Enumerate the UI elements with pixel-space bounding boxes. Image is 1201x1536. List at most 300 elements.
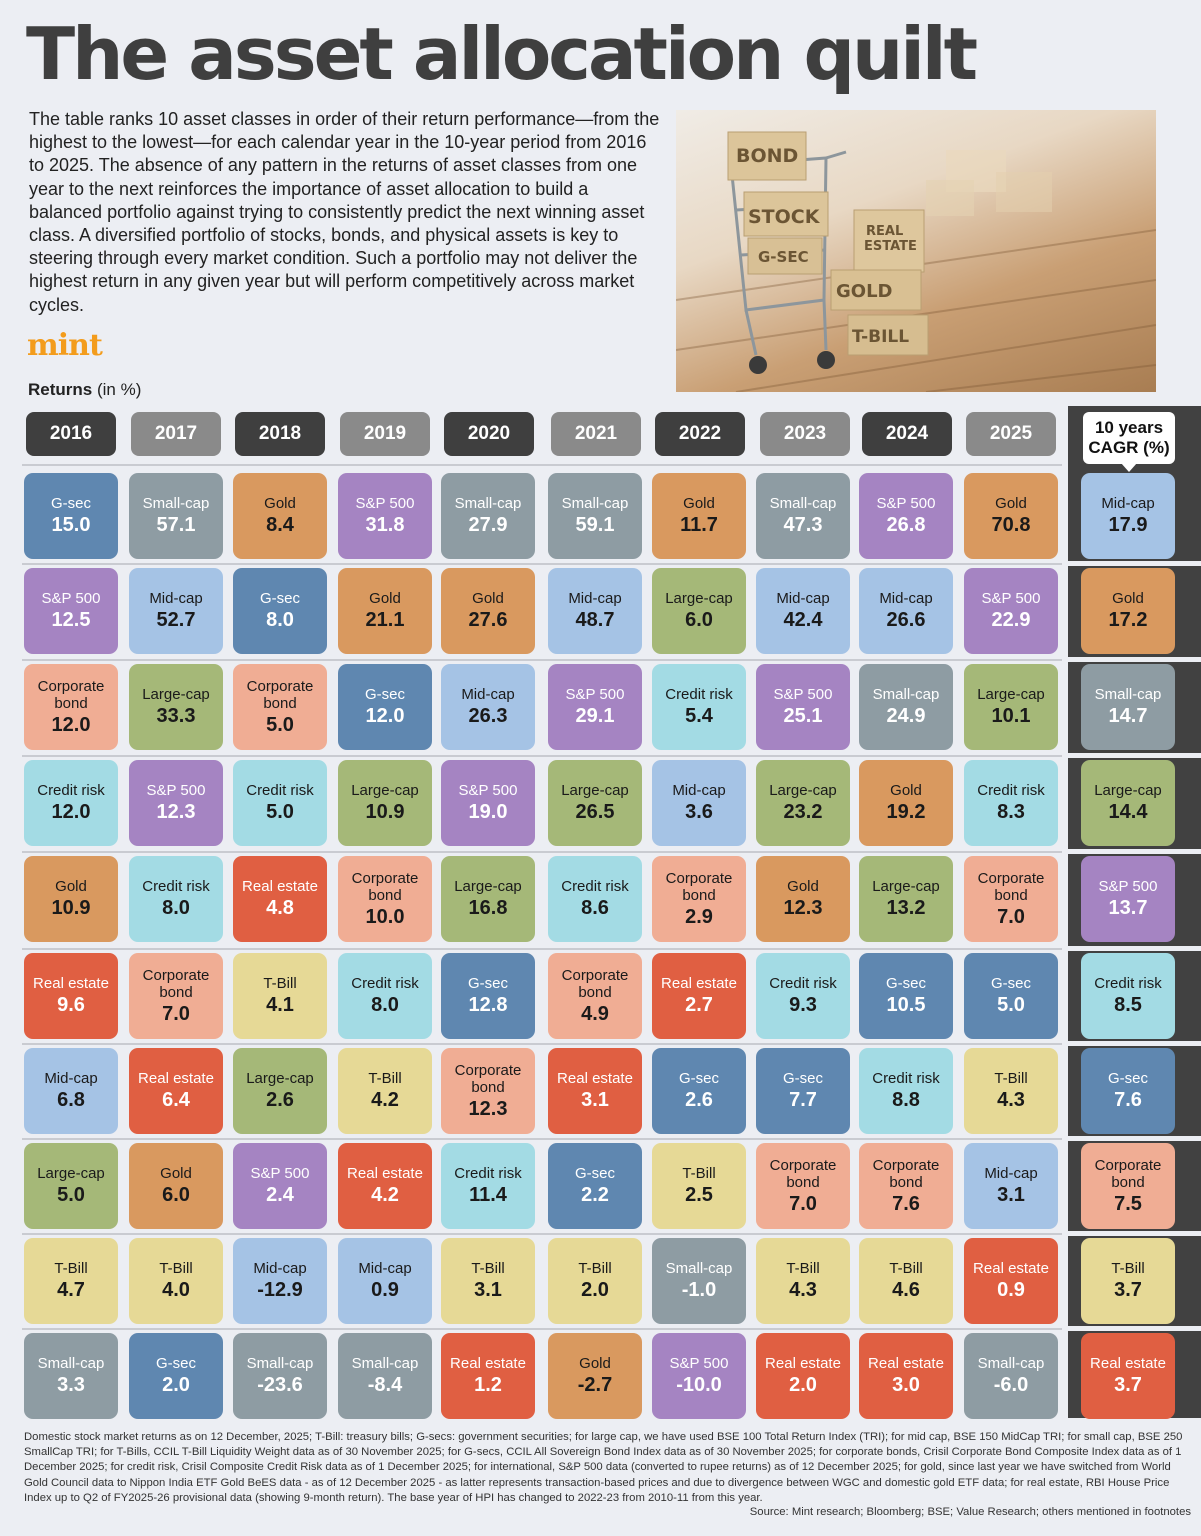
row-divider [22,851,1062,853]
return-value: 2.6 [685,1089,713,1111]
year-header-row [0,408,1201,468]
return-value: -12.9 [257,1279,303,1301]
return-value: 7.0 [162,1002,190,1025]
asset-label: Real estate [557,1070,633,1087]
cagr-row-separator [1068,561,1201,566]
quilt-cell [756,953,850,1039]
return-value: 10.5 [886,994,926,1016]
quilt-cell [964,473,1058,559]
asset-label: Corporate bond [351,869,419,904]
return-value: 17.2 [1108,609,1148,631]
asset-label: Real estate [347,1165,423,1182]
asset-label: T-Bill [368,1070,402,1087]
quilt-cell [859,664,953,750]
asset-label: Real estate [33,975,109,992]
quilt-cell [129,1333,223,1419]
quilt-cell [756,473,850,559]
quilt-cell [24,953,118,1039]
year-header: 2022 [655,412,745,456]
return-value: 24.9 [886,705,926,727]
return-value: 26.8 [886,514,926,536]
asset-label: Real estate [1090,1355,1166,1372]
quilt-cell [233,1143,327,1229]
return-value: 0.9 [997,1279,1025,1301]
quilt-cell [233,760,327,846]
quilt-cell [548,953,642,1039]
quilt-cell [652,953,746,1039]
quilt-cell [129,953,223,1039]
asset-label: Mid-cap [253,1260,307,1277]
asset-label: G-sec [782,1070,823,1087]
quilt-cell [338,856,432,942]
quilt-cell [652,760,746,846]
quilt-cell [233,953,327,1039]
asset-label: Gold [472,590,504,607]
photo-label-gold: GOLD [836,281,893,302]
return-value: 4.2 [371,1089,399,1111]
year-header: 2016 [26,412,116,456]
mint-logo: mint [27,328,102,363]
asset-label: Gold [369,590,401,607]
quilt-cell [441,568,535,654]
intro-paragraph: The table ranks 10 asset classes in order of their return performance—from the highest to the lowest—for each calendar year in the 10-year period from 2016 to 2025. The absence of any pattern in the returns of asset classes from one year to the next reinforces the importance of asset allocation to build a balanced portfolio against trying to consistently predict the next winning asset class. A diversified portfolio of stocks, bonds, and physical assets is key to steering through every market condition. Such a portfolio may not deliver the highest return in any given year but will perform competitively across market cycles. [29,109,660,315]
return-value: 19.2 [886,801,926,823]
return-value: 6.4 [162,1089,190,1111]
asset-label: Mid-cap [149,590,203,607]
return-value: 5.0 [266,713,294,736]
quilt-cell [859,1048,953,1134]
return-value: 12.5 [51,609,91,631]
return-value: 21.1 [365,609,405,631]
quilt-cell [756,664,850,750]
asset-label: Real estate [242,878,318,895]
row-divider [22,464,1062,466]
photo-label-real: REAL [866,224,904,239]
quilt-cell [859,760,953,846]
quilt-cell [233,568,327,654]
asset-label: Corporate bond [1094,1156,1162,1191]
quilt-cell [964,664,1058,750]
returns-label [28,380,141,400]
quilt-cell [24,1143,118,1229]
return-value: 0.9 [371,1279,399,1301]
quilt-cell [338,1333,432,1419]
asset-label: Mid-cap [776,590,830,607]
asset-label: G-sec [155,1355,196,1372]
quilt-cell [548,664,642,750]
return-value: 9.3 [789,994,817,1016]
asset-label: S&P 500 [773,686,833,703]
quilt-cell [233,1238,327,1324]
cagr-row-separator [1068,1041,1201,1046]
quilt-cell [859,1143,953,1229]
return-value: 4.9 [581,1002,609,1025]
return-value: 3.3 [57,1374,85,1396]
asset-label: Corporate bond [37,677,105,712]
quilt-cell [233,664,327,750]
quilt-cell [233,473,327,559]
quilt-cell [338,568,432,654]
return-value: 2.6 [266,1089,294,1111]
asset-label: Small-cap [977,1355,1045,1372]
quilt-cell [756,568,850,654]
year-header: 2024 [862,412,952,456]
quilt-cell [338,953,432,1039]
return-value: 8.4 [266,514,294,536]
quilt-cell [338,473,432,559]
quilt-cell [24,664,118,750]
quilt-cell [441,953,535,1039]
return-value: 8.8 [892,1089,920,1111]
asset-label: G-sec [50,495,91,512]
return-value: -2.7 [577,1374,613,1396]
asset-label: T-Bill [159,1260,193,1277]
quilt-cell [129,856,223,942]
photo-label-stock: STOCK [748,206,820,228]
quilt-cell [859,953,953,1039]
quilt-cell [859,1238,953,1324]
return-value: 11.4 [469,1184,507,1206]
asset-label: Corporate bond [769,1156,837,1191]
quilt-cell [652,1333,746,1419]
quilt-cell [338,1238,432,1324]
photo-label-estate: ESTATE [864,239,917,254]
quilt-cell [652,664,746,750]
return-value: 22.9 [991,609,1031,631]
cagr-row-separator [1068,946,1201,951]
asset-label: S&P 500 [981,590,1041,607]
return-value: 4.0 [162,1279,190,1301]
return-value: 14.4 [1108,801,1148,823]
asset-label: Mid-cap [879,590,933,607]
return-value: 12.3 [468,1097,508,1120]
asset-label: Mid-cap [672,782,726,799]
cagr-row-separator [1068,1136,1201,1141]
quilt-cell [652,856,746,942]
asset-label: T-Bill [1111,1260,1145,1277]
asset-label: Credit risk [769,975,837,992]
return-value: 57.1 [156,514,196,536]
asset-label: Real estate [765,1355,841,1372]
return-value: 2.0 [789,1374,817,1396]
asset-label: Gold [1112,590,1144,607]
asset-label: S&P 500 [876,495,936,512]
return-value: 2.5 [685,1184,713,1206]
row-divider [22,1233,1062,1235]
asset-label: T-Bill [889,1260,923,1277]
asset-label: T-Bill [263,975,297,992]
return-value: 6.8 [57,1089,85,1111]
row-divider [22,659,1062,661]
return-value: 7.7 [789,1089,817,1111]
asset-label: Corporate bond [142,966,210,1001]
return-value: 9.6 [57,994,85,1016]
quilt-cell [24,1048,118,1134]
return-value: 5.0 [266,801,294,823]
year-header: 2021 [551,412,641,456]
quilt-cell [441,473,535,559]
cagr-cell [1081,1143,1175,1229]
return-value: 12.8 [468,994,508,1016]
asset-label: S&P 500 [458,782,518,799]
quilt-cell [24,1238,118,1324]
row-divider [22,755,1062,757]
asset-label: G-sec [259,590,300,607]
return-value: 3.7 [1114,1374,1142,1396]
asset-label: Small-cap [142,495,210,512]
quilt-cell [129,568,223,654]
quilt-cell [964,1048,1058,1134]
quilt-cell [964,1333,1058,1419]
asset-label: Gold [995,495,1027,512]
quilt-cell [964,760,1058,846]
photo-label-bond: BOND [736,145,799,167]
return-value: 3.1 [474,1279,502,1301]
return-value: 8.6 [581,897,609,919]
return-value: 10.9 [365,801,405,823]
asset-label: Gold [160,1165,192,1182]
asset-label: Credit risk [872,1070,940,1087]
return-value: 47.3 [783,514,823,536]
quilt-cell [859,473,953,559]
footnote: Domestic stock market returns as on 12 December, 2025; T-Bill: treasury bills; G-secs: government securities; for large cap, we have used BSE 100 Total Return Index (TRI); for mid cap, BSE 150 MidCap TRI; for small cap, BSE 250 SmallCap TRI; for T-Bills, CCIL T-Bill Liquidity Weight data as of 30 November 2025; for G-secs, CCIL All Sovereign Bond Index data as of 30 November 2025; for corporate bonds, Crisil Corporate Bond Composite Index data as of 1 December 2025; for credit risk, Crisil Composite Credit Risk data as of 1 December 2025; for international, S&P 500 data (converted to rupee returns) as of 12 December 2025; for gold, since last year we have switched from World Gold Council data to Nippon India ETF Gold BeES data - as of 12 December 2025 - as latter represents transaction-based prices and due to divergence between WGC and domestic gold ETF data; for real estate, RBI House Price Index up to Q2 of FY2025-26 provisional data (showing 9-month return). The base year of HPI has changed to 2022-23 from 2010-11 from this year. [24,1431,1183,1504]
photo-label-tbill: T-BILL [852,327,910,347]
quilt-cell [548,568,642,654]
asset-label: Large-cap [561,782,629,799]
quilt-cell [24,856,118,942]
asset-label: Large-cap [454,878,522,895]
return-value: 3.7 [1114,1279,1142,1301]
asset-label: G-sec [885,975,926,992]
row-divider [22,563,1062,565]
asset-label: S&P 500 [41,590,101,607]
row-divider [22,948,1062,950]
return-value: 12.0 [51,801,91,823]
asset-label: S&P 500 [565,686,625,703]
asset-label: T-Bill [786,1260,820,1277]
return-value: 8.0 [266,609,294,631]
asset-label: T-Bill [578,1260,612,1277]
asset-label: S&P 500 [669,1355,729,1372]
asset-label: T-Bill [994,1070,1028,1087]
asset-label: Mid-cap [984,1165,1038,1182]
return-value: 59.1 [575,514,615,536]
quilt-cell [964,856,1058,942]
return-value: 13.2 [886,897,926,919]
return-value: 33.3 [156,705,196,727]
return-value: 70.8 [991,514,1031,536]
asset-label: Corporate bond [665,869,733,904]
return-value: 16.8 [468,897,508,919]
asset-label: S&P 500 [250,1165,310,1182]
shopping-cart-illustration [676,110,1156,392]
asset-label: T-Bill [54,1260,88,1277]
return-value: 13.7 [1108,897,1148,919]
asset-label: Large-cap [665,590,733,607]
asset-label: G-sec [467,975,508,992]
return-value: 4.7 [57,1279,85,1301]
quilt-cell [756,1238,850,1324]
quilt-cell [441,1143,535,1229]
cagr-cell [1081,856,1175,942]
photo-label-gsec: G-SEC [758,248,809,266]
cagr-cell [1081,1238,1175,1324]
return-value: 48.7 [575,609,615,631]
return-value: 4.3 [789,1279,817,1301]
return-value: 1.2 [474,1374,502,1396]
return-value: 5.0 [57,1184,85,1206]
asset-label: S&P 500 [146,782,206,799]
quilt-cell [129,760,223,846]
return-value: -6.0 [993,1374,1029,1396]
return-value: 42.4 [783,609,823,631]
asset-label: Credit risk [246,782,314,799]
return-value: 12.3 [156,801,196,823]
quilt-cell [756,1048,850,1134]
return-value: 7.0 [997,905,1025,928]
return-value: 10.1 [991,705,1031,727]
asset-label: Large-cap [769,782,837,799]
return-value: 14.7 [1108,705,1148,727]
quilt-cell [338,1143,432,1229]
cagr-header: 10 years CAGR (%) [1083,412,1175,464]
asset-label: Corporate bond [561,966,629,1001]
asset-label: Credit risk [561,878,629,895]
asset-label: Small-cap [37,1355,105,1372]
asset-label: Credit risk [142,878,210,895]
return-value: 12.0 [365,705,405,727]
asset-label: Credit risk [1094,975,1162,992]
asset-label: G-sec [1107,1070,1148,1087]
asset-label: Mid-cap [461,686,515,703]
return-value: 29.1 [575,705,615,727]
return-value: -10.0 [676,1374,722,1396]
quilt-cell [756,760,850,846]
cagr-cell [1081,664,1175,750]
asset-label: Small-cap [872,686,940,703]
asset-label: Large-cap [142,686,210,703]
asset-label: Small-cap [769,495,837,512]
return-value: -23.6 [257,1374,303,1396]
return-value: 8.5 [1114,994,1142,1016]
asset-label: Real estate [661,975,737,992]
quilt-cell [548,856,642,942]
return-value: 8.3 [997,801,1025,823]
return-value: 10.0 [365,905,405,928]
quilt-cell [233,1333,327,1419]
return-value: 3.6 [685,801,713,823]
asset-label: Real estate [868,1355,944,1372]
return-value: 17.9 [1108,514,1148,536]
return-value: 2.9 [685,905,713,928]
quilt-cell [652,1143,746,1229]
return-value: 12.3 [783,897,823,919]
cagr-cell [1081,1333,1175,1419]
quilt-cell [129,1238,223,1324]
return-value: 26.3 [468,705,508,727]
asset-label: Corporate bond [454,1061,522,1096]
asset-label: Real estate [450,1355,526,1372]
row-divider [22,1043,1062,1045]
quilt-cell [548,1143,642,1229]
asset-label: Large-cap [351,782,419,799]
asset-label: Credit risk [665,686,733,703]
return-value: 2.4 [266,1184,294,1206]
return-value: 6.0 [162,1184,190,1206]
asset-label: Small-cap [561,495,629,512]
return-value: 10.9 [51,897,91,919]
asset-label: Real estate [138,1070,214,1087]
quilt-cell [441,1333,535,1419]
returns-label-unit: (in %) [96,380,142,399]
asset-label: Gold [264,495,296,512]
quilt-cell [756,1333,850,1419]
return-value: -1.0 [681,1279,717,1301]
quilt-cell [548,1333,642,1419]
asset-label: Corporate bond [977,869,1045,904]
asset-label: Large-cap [246,1070,314,1087]
quilt-cell [24,1333,118,1419]
asset-label: Large-cap [1094,782,1162,799]
cagr-row-separator [1068,753,1201,758]
quilt-cell [441,1048,535,1134]
return-value: 6.0 [685,609,713,631]
asset-label: Credit risk [454,1165,522,1182]
quilt-cell [964,953,1058,1039]
asset-label: Mid-cap [568,590,622,607]
quilt-cell [859,1333,953,1419]
cagr-row-separator [1068,849,1201,854]
cagr-cell [1081,568,1175,654]
quilt-cell [233,1048,327,1134]
quilt-cell [441,1238,535,1324]
asset-label: Gold [787,878,819,895]
quilt-cell [129,1143,223,1229]
quilt-cell [964,1238,1058,1324]
year-header: 2018 [235,412,325,456]
return-value: 31.8 [365,514,405,536]
quilt-cell [129,473,223,559]
shopping-cart-photo [676,110,1156,392]
return-value: 52.7 [156,609,196,631]
quilt-cell [548,760,642,846]
cagr-row-separator [1068,1231,1201,1236]
return-value: 2.2 [581,1184,609,1206]
quilt-cell [24,568,118,654]
asset-label: Gold [579,1355,611,1372]
asset-label: Small-cap [454,495,522,512]
asset-label: Corporate bond [246,677,314,712]
returns-label-bold: Returns [28,380,93,399]
return-value: 11.7 [680,514,718,536]
asset-label: Corporate bond [872,1156,940,1191]
return-value: 4.1 [266,994,294,1016]
return-value: 26.6 [886,609,926,631]
source-note: Source: Mint research; Bloomberg; BSE; Value Research; others mentioned in footnotes [749,1506,1191,1518]
asset-label: Small-cap [1094,686,1162,703]
return-value: 19.0 [468,801,508,823]
asset-label: G-sec [990,975,1031,992]
asset-label: T-Bill [682,1165,716,1182]
return-value: 3.1 [997,1184,1025,1206]
quilt-cell [756,1143,850,1229]
return-value: 12.0 [51,713,91,736]
return-value: 4.2 [371,1184,399,1206]
quilt-cell [338,760,432,846]
return-value: 4.6 [892,1279,920,1301]
quilt-cell [441,856,535,942]
quilt-cell [548,1048,642,1134]
